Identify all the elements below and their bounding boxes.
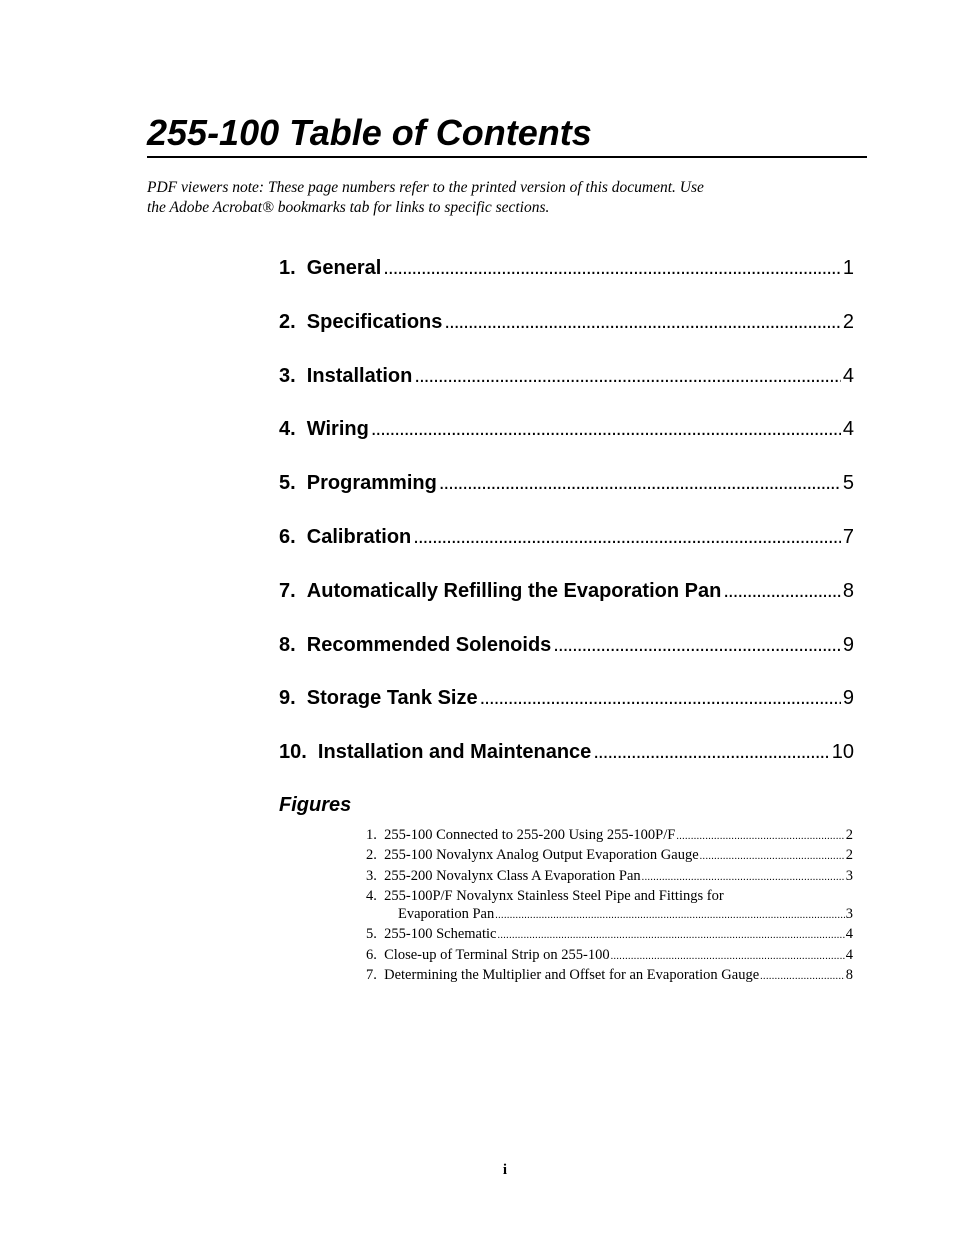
viewer-note-line-2: the Adobe Acrobat® bookmarks tab for links to specific sections. <box>147 199 550 216</box>
figure-entry[interactable] <box>366 887 853 905</box>
title-rule <box>147 156 867 158</box>
toc-entry-number: 8. <box>279 633 307 656</box>
figure-entry[interactable] <box>366 826 853 846</box>
dot-leader <box>495 905 845 925</box>
toc-entry-page: 10 <box>831 741 854 764</box>
toc-entry-number: 10. <box>279 741 318 764</box>
toc-entry-label: General <box>306 257 382 279</box>
figure-number: 7. <box>366 967 385 984</box>
figure-label: 255-100 Novalynx Analog Output Evaporation Gauge <box>384 847 699 864</box>
figure-entry-continuation[interactable] <box>366 905 853 925</box>
figure-label-continued: Evaporation Pan <box>398 906 495 923</box>
viewer-note <box>147 178 807 218</box>
figures-heading: Figures <box>279 794 352 816</box>
dot-leader <box>723 577 841 605</box>
dot-leader <box>371 415 841 443</box>
figure-page: 3 <box>845 906 853 923</box>
toc-entry-page: 1 <box>842 257 854 279</box>
figure-page: 3 <box>845 867 853 884</box>
toc-entry-wiring[interactable] <box>279 415 854 469</box>
figure-page: 8 <box>845 967 853 984</box>
toc-entry-number: 1. <box>279 257 307 279</box>
figure-label: Close-up of Terminal Strip on 255-100 <box>384 946 610 963</box>
figure-page: 2 <box>845 847 853 864</box>
figure-label: Determining the Multiplier and Offset for an Evaporation Gauge <box>384 967 760 984</box>
toc-entry-label: Installation <box>306 364 413 387</box>
figure-entry[interactable] <box>366 846 853 866</box>
toc-entry-number: 5. <box>279 472 307 495</box>
dot-leader <box>439 469 841 497</box>
figure-number: 5. <box>366 926 385 943</box>
toc-entry-maintenance[interactable] <box>279 738 854 792</box>
figure-entry[interactable] <box>366 925 853 945</box>
toc-entry-programming[interactable] <box>279 469 854 523</box>
toc-entry-page: 9 <box>842 687 854 710</box>
figure-entry[interactable] <box>366 946 853 966</box>
toc-entry-number: 6. <box>279 525 307 548</box>
toc-entry-refilling[interactable] <box>279 577 854 631</box>
toc-entry-number: 4. <box>279 418 307 441</box>
figure-entry[interactable] <box>366 966 853 986</box>
dot-leader <box>413 523 841 551</box>
figure-number: 4. <box>366 887 385 904</box>
toc-entry-label: Wiring <box>306 418 369 441</box>
toc-entry-number: 2. <box>279 310 307 333</box>
dot-leader <box>414 362 841 390</box>
dot-leader <box>700 846 845 866</box>
toc-entry-number: 3. <box>279 364 307 387</box>
toc-entry-label: Programming <box>306 472 437 495</box>
dot-leader <box>480 684 841 712</box>
toc-entry-label: Recommended Solenoids <box>306 633 552 656</box>
toc-entry-page: 7 <box>842 525 854 548</box>
figure-page: 4 <box>845 946 853 963</box>
toc-entry-label: Installation and Maintenance <box>317 741 592 764</box>
table-of-contents <box>279 254 854 792</box>
dot-leader <box>611 946 845 966</box>
toc-entry-page: 4 <box>842 364 854 387</box>
toc-entry-page: 5 <box>842 472 854 495</box>
figure-number: 3. <box>366 867 385 884</box>
dot-leader <box>593 738 829 766</box>
toc-entry-solenoids[interactable] <box>279 631 854 685</box>
toc-entry-calibration[interactable] <box>279 523 854 577</box>
dot-leader <box>444 308 840 336</box>
toc-entry-page: 9 <box>842 633 854 656</box>
dot-leader <box>497 925 844 945</box>
toc-entry-general[interactable] <box>279 254 854 308</box>
dot-leader <box>642 867 845 887</box>
toc-entry-installation[interactable] <box>279 362 854 416</box>
viewer-note-line-1: PDF viewers note: These page numbers refer to the printed version of this document. Use <box>147 179 704 196</box>
list-of-figures <box>366 826 853 986</box>
toc-entry-label: Automatically Refilling the Evaporation Pan <box>306 579 722 602</box>
figure-page: 2 <box>845 827 853 843</box>
figure-label: 255-100P/F Novalynx Stainless Steel Pipe and Fittings for <box>384 887 724 904</box>
toc-entry-label: Storage Tank Size <box>306 687 478 710</box>
figure-label: 255-100 Connected to 255-200 Using 255-100P/F <box>384 827 676 843</box>
toc-entry-number: 7. <box>279 579 307 602</box>
toc-entry-page: 4 <box>842 418 854 441</box>
toc-entry-page: 2 <box>842 310 854 333</box>
dot-leader <box>760 966 845 986</box>
dot-leader <box>553 631 841 659</box>
toc-entry-storage-tank[interactable] <box>279 684 854 738</box>
toc-entry-label: Calibration <box>306 525 412 548</box>
toc-entry-label: Specifications <box>306 310 443 333</box>
toc-entry-page: 8 <box>842 579 854 602</box>
dot-leader <box>383 254 841 282</box>
figure-number: 1. <box>366 827 385 843</box>
page-title: 255-100 Table of Contents <box>147 112 592 153</box>
figure-label: 255-200 Novalynx Class A Evaporation Pan <box>384 867 641 884</box>
dot-leader <box>676 826 844 846</box>
toc-entry-number: 9. <box>279 687 307 710</box>
figure-entry[interactable] <box>366 867 853 887</box>
figure-page: 4 <box>845 926 853 943</box>
page-number: i <box>502 1162 508 1178</box>
figure-number: 2. <box>366 847 385 864</box>
figure-label: 255-100 Schematic <box>384 926 497 943</box>
toc-entry-specifications[interactable] <box>279 308 854 362</box>
figure-number: 6. <box>366 946 385 963</box>
